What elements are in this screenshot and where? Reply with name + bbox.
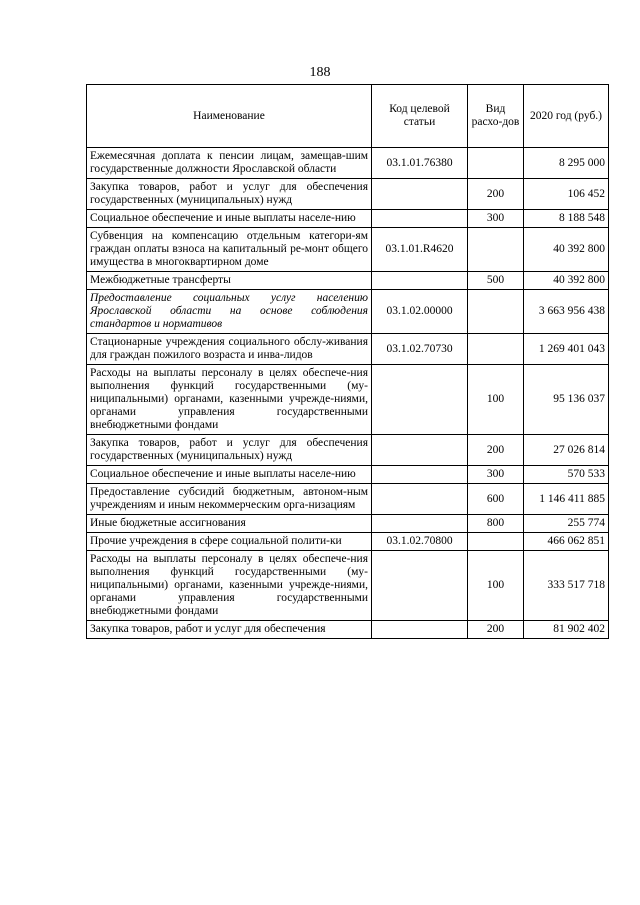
row-amount-cell: 255 774 xyxy=(524,515,609,533)
table-row xyxy=(87,179,609,210)
table-body xyxy=(87,148,609,639)
table-row xyxy=(87,290,609,334)
row-amount-cell: 40 392 800 xyxy=(524,272,609,290)
row-type-cell xyxy=(468,290,524,334)
row-code-cell: 03.1.01.R4620 xyxy=(372,228,468,272)
row-name-cell: Закупка товаров, работ и услуг для обеспечения xyxy=(87,621,372,639)
table-row xyxy=(87,484,609,515)
table-row xyxy=(87,621,609,639)
row-amount-cell: 81 902 402 xyxy=(524,621,609,639)
header-type: Вид расхо-дов xyxy=(468,85,524,148)
row-code-cell: 03.1.01.76380 xyxy=(372,148,468,179)
table-row xyxy=(87,515,609,533)
row-amount-cell: 466 062 851 xyxy=(524,533,609,551)
row-amount-cell: 570 533 xyxy=(524,466,609,484)
table-row xyxy=(87,272,609,290)
header-amount: 2020 год (руб.) xyxy=(524,85,609,148)
row-name-cell: Расходы на выплаты персоналу в целях обеспече-ния выполнения функций государственными (му-ниципальными) органами, казенными учрежде-ниями, органами управления государственными внебюджетными фондами xyxy=(87,551,372,621)
row-code-cell: 03.1.02.00000 xyxy=(372,290,468,334)
row-amount-cell: 95 136 037 xyxy=(524,365,609,435)
table-row xyxy=(87,435,609,466)
row-type-cell: 100 xyxy=(468,365,524,435)
row-amount-cell: 333 517 718 xyxy=(524,551,609,621)
row-name-cell: Стационарные учреждения социального обслу-живания для граждан пожилого возраста и инва-лидов xyxy=(87,334,372,365)
table-row xyxy=(87,228,609,272)
row-type-cell: 300 xyxy=(468,466,524,484)
row-type-cell: 300 xyxy=(468,210,524,228)
row-type-cell: 200 xyxy=(468,179,524,210)
row-amount-cell: 40 392 800 xyxy=(524,228,609,272)
row-amount-cell: 8 295 000 xyxy=(524,148,609,179)
table-row xyxy=(87,148,609,179)
table-row xyxy=(87,466,609,484)
budget-table xyxy=(86,84,609,639)
row-amount-cell: 8 188 548 xyxy=(524,210,609,228)
header-name: Наименование xyxy=(87,85,372,148)
row-name-cell: Межбюджетные трансферты xyxy=(87,272,372,290)
row-type-cell: 200 xyxy=(468,621,524,639)
table-header-row xyxy=(87,85,609,148)
row-name-cell: Субвенция на компенсацию отдельным категори-ям граждан оплаты взноса на капитальный ре-монт общего имущества в многоквартирном доме xyxy=(87,228,372,272)
header-code: Код целевой статьи xyxy=(372,85,468,148)
row-type-cell xyxy=(468,533,524,551)
row-code-cell: 03.1.02.70800 xyxy=(372,533,468,551)
row-code-cell xyxy=(372,179,468,210)
row-name-cell: Предоставление социальных услуг населению Ярославской области на основе соблюдения стандартов и нормативов xyxy=(87,290,372,334)
row-code-cell xyxy=(372,272,468,290)
row-code-cell xyxy=(372,621,468,639)
page-number: 188 xyxy=(309,65,331,80)
row-type-cell: 200 xyxy=(468,435,524,466)
table-row xyxy=(87,210,609,228)
row-name-cell: Закупка товаров, работ и услуг для обеспечения государственных (муниципальных) нужд xyxy=(87,435,372,466)
row-code-cell xyxy=(372,484,468,515)
row-code-cell xyxy=(372,551,468,621)
row-type-cell: 500 xyxy=(468,272,524,290)
row-type-cell: 800 xyxy=(468,515,524,533)
row-amount-cell: 27 026 814 xyxy=(524,435,609,466)
row-name-cell: Социальное обеспечение и иные выплаты населе-нию xyxy=(87,466,372,484)
table-row xyxy=(87,365,609,435)
row-amount-cell: 3 663 956 438 xyxy=(524,290,609,334)
row-amount-cell: 1 269 401 043 xyxy=(524,334,609,365)
table-row xyxy=(87,533,609,551)
row-type-cell xyxy=(468,228,524,272)
row-name-cell: Прочие учреждения в сфере социальной полити-ки xyxy=(87,533,372,551)
row-code-cell xyxy=(372,365,468,435)
row-name-cell: Социальное обеспечение и иные выплаты населе-нию xyxy=(87,210,372,228)
row-name-cell: Предоставление субсидий бюджетным, автоном-ным учреждениям и иным некоммерческим орга-низациям xyxy=(87,484,372,515)
row-name-cell: Иные бюджетные ассигнования xyxy=(87,515,372,533)
row-name-cell: Ежемесячная доплата к пенсии лицам, замещав-шим государственные должности Ярославской области xyxy=(87,148,372,179)
row-type-cell xyxy=(468,148,524,179)
row-type-cell xyxy=(468,334,524,365)
row-amount-cell: 1 146 411 885 xyxy=(524,484,609,515)
row-code-cell xyxy=(372,515,468,533)
row-amount-cell: 106 452 xyxy=(524,179,609,210)
row-code-cell xyxy=(372,466,468,484)
table-row xyxy=(87,551,609,621)
row-code-cell: 03.1.02.70730 xyxy=(372,334,468,365)
row-type-cell: 100 xyxy=(468,551,524,621)
row-code-cell xyxy=(372,210,468,228)
row-name-cell: Расходы на выплаты персоналу в целях обеспече-ния выполнения функций государственными (му-ниципальными) органами, казенными учрежде-ниями, органами управления государственными внебюджетными фондами xyxy=(87,365,372,435)
table-row xyxy=(87,334,609,365)
row-code-cell xyxy=(372,435,468,466)
row-type-cell: 600 xyxy=(468,484,524,515)
row-name-cell: Закупка товаров, работ и услуг для обеспечения государственных (муниципальных) нужд xyxy=(87,179,372,210)
